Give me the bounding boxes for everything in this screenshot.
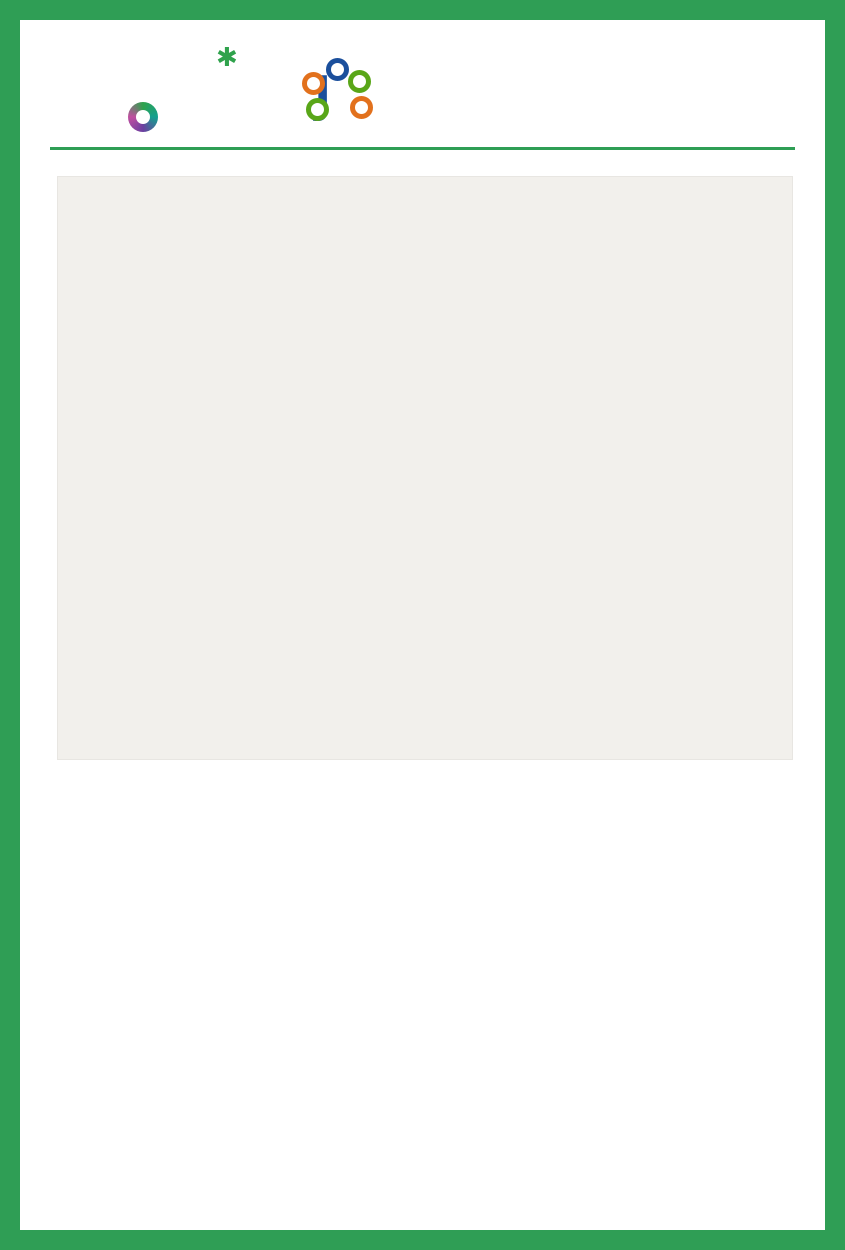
emblem-dot-orange-left — [302, 72, 325, 95]
map — [57, 176, 793, 760]
poster-body — [20, 20, 825, 1230]
emblem-dot-orange-right — [350, 96, 373, 119]
header-divider — [50, 147, 795, 150]
emblem-dot-blue — [326, 58, 349, 81]
festival-ring-icon — [128, 102, 158, 132]
emblem-dot-green-right — [348, 70, 371, 93]
junggu-emblem-icon — [300, 58, 366, 140]
festival-star-icon — [216, 42, 238, 73]
emblem-dot-green-left — [306, 98, 329, 121]
